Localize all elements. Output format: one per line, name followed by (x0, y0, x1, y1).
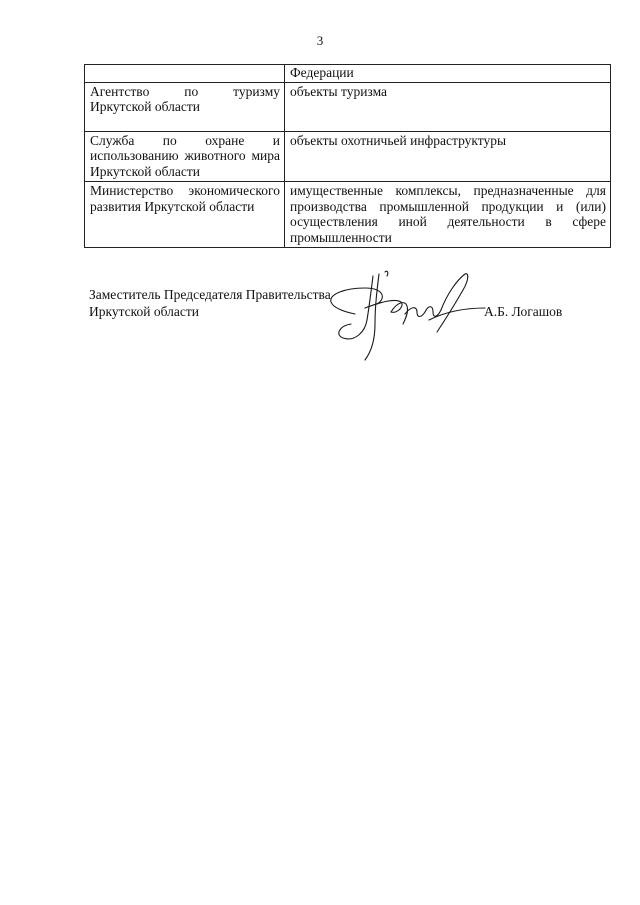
authorities-table (84, 64, 611, 248)
table-cell-continued: Федерации (285, 65, 611, 83)
authority-cell: Агентство по туризму Иркутской области (85, 82, 285, 131)
signatory-name: А.Б. Логашов (484, 304, 563, 319)
authority-cell: Служба по охране и использованию животного мира Иркутской области (85, 131, 285, 182)
authority-cell: Министерство экономического развития Иркутской области (85, 182, 285, 248)
objects-cell: имущественные комплексы, предназначенные для производства промышленной продукции и (или) осуществления иной деятельности в сфере промышленности (285, 182, 611, 248)
table-row (85, 82, 611, 131)
objects-cell: объекты охотничьей инфраструктуры (285, 131, 611, 182)
handwritten-signature (325, 268, 495, 368)
signatory-position-line2: Иркутской области (89, 304, 200, 319)
table-cell-empty (85, 65, 285, 83)
table-row (85, 131, 611, 182)
signatory-position-line1: Заместитель Председателя Правительства (89, 287, 331, 302)
table-row-continued (85, 65, 611, 83)
table-row (85, 182, 611, 248)
page-number: 3 (316, 33, 324, 48)
objects-cell: объекты туризма (285, 82, 611, 131)
